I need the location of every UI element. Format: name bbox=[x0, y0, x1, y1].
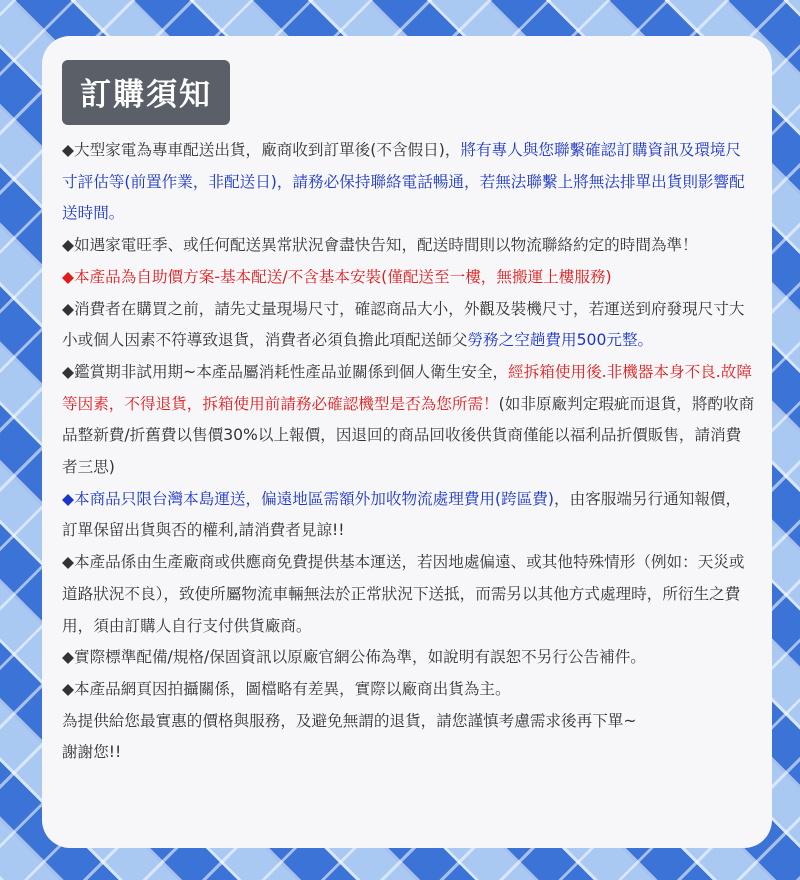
page-title: 訂購須知 bbox=[62, 60, 230, 125]
notice-text-segment: 為提供給您最實惠的價格與服務，及避免無謂的退貨，請您謹慎考慮需求後再下單~ bbox=[62, 711, 637, 730]
notice-text-segment: (如非原廠判定瑕疵而退貨，將酌收商品整新費/折舊費以售價30%以上報價，因退回的商品回收後供貨商僅能以福利品折價販售，請消費者三思) bbox=[62, 394, 755, 477]
notice-card bbox=[42, 36, 772, 848]
notice-paragraph bbox=[62, 706, 756, 738]
notice-text-segment: 謝謝您!! bbox=[62, 743, 122, 762]
notice-text-segment: ◆如遇家電旺季、或任何配送異常狀況會盡快告知，配送時間則以物流聯絡約定的時間為準！ bbox=[62, 236, 698, 255]
notice-paragraph bbox=[62, 737, 756, 769]
notice-text-segment: 勞務之空趟費用500元整。 bbox=[467, 331, 654, 350]
notice-body bbox=[62, 135, 756, 769]
notice-paragraph bbox=[62, 357, 756, 484]
notice-paragraph bbox=[62, 547, 756, 642]
notice-paragraph bbox=[62, 230, 756, 262]
notice-paragraph bbox=[62, 262, 756, 294]
notice-paragraph bbox=[62, 294, 756, 357]
notice-text-segment: 經拆箱使用後.非機器本身不良.故障等因素，不得退貨，拆箱使用前請務必確認機型是否為您所需！ bbox=[62, 362, 752, 413]
notice-text-segment: ◆消費者在購買之前，請先丈量現場尺寸，確認商品大小，外觀及裝機尺寸，若運送到府發現尺寸大小或個人因素不符導致退貨，消費者必須負擔此項配送師父 bbox=[62, 299, 745, 350]
notice-text-segment: ◆本產品為自助價方案-基本配送/不含基本安裝(僅配送至一樓，無搬運上樓服務) bbox=[62, 267, 612, 286]
notice-text-segment: 將有專人與您聯繫確認訂購資訊及環境尺寸評估等(前置作業，非配送日)，請務必保持聯絡電話暢通，若無法聯繫上將無法排單出貨則影響配送時間。 bbox=[62, 141, 745, 223]
notice-paragraph bbox=[62, 484, 756, 547]
notice-paragraph bbox=[62, 135, 756, 230]
notice-text-segment: ，由客服端另行通知報價，訂單保留出貨與否的權利,請消費者見諒!! bbox=[62, 489, 742, 540]
notice-text-segment: ◆大型家電為專車配送出貨，廠商收到訂單後(不含假日)， bbox=[62, 141, 461, 159]
notice-paragraph bbox=[62, 674, 756, 706]
notice-text-segment: ◆鑑賞期非試用期~本產品屬消耗性產品並關係到個人衛生安全， bbox=[62, 362, 509, 381]
notice-text-segment: ◆本產品係由生產廠商或供應商免費提供基本運送，若因地處偏遠、或其他特殊情形（例如：天災或道路狀況不良），致使所屬物流車輛無法於正常狀況下送抵，而需另以其他方式處理時，所衍生之費用，須由訂購人自行支付供貨廠商。 bbox=[62, 553, 745, 635]
notice-text-segment: ◆實際標準配備/規格/保固資訊以原廠官網公佈為準，如說明有誤恕不另行公告補件。 bbox=[62, 648, 646, 667]
notice-text-segment: ◆本商品只限台灣本島運送，偏遠地區需額外加收物流處理費用(跨區費) bbox=[62, 489, 554, 508]
notice-text-segment: ◆本產品網頁因拍攝關係，圖檔略有差異，實際以廠商出貨為主。 bbox=[62, 679, 511, 698]
notice-paragraph bbox=[62, 642, 756, 674]
